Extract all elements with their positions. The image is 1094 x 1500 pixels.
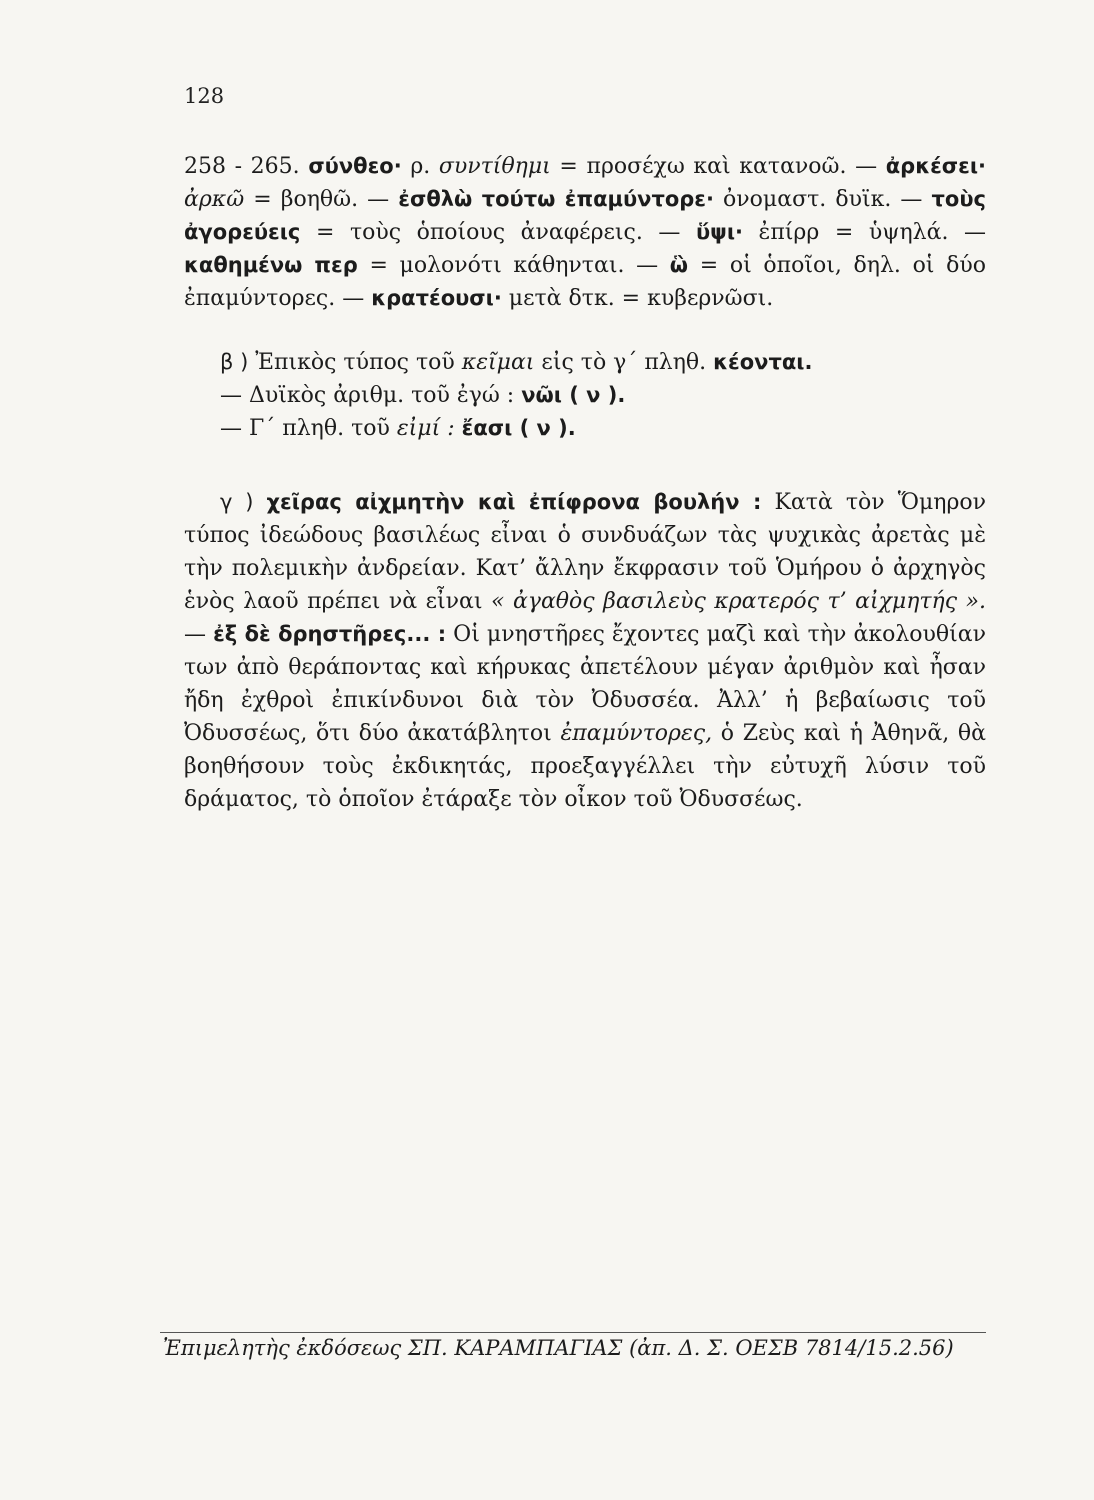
beta-line-2	[184, 379, 986, 412]
headword: κρατέουσι·	[371, 286, 502, 310]
headword: ἐσθλὼ τούτω ἐπαμύντορε·	[398, 187, 714, 211]
italic-term: ἐπαμύντορες,	[560, 721, 713, 746]
gloss-text: ὁ Ζεὺς καὶ ἡ Ἀθηνᾶ, θὰ βοηθήσουν τοὺς ἐκδικητάς, προεξαγγέλλει τὴν εὐτυχῆ λύσιν τοῦ δράματος, τὸ ὁποῖον ἐτάραξε τὸν οἶκον τοῦ Ὀδυσσέως.	[184, 721, 986, 812]
gloss-text: μετὰ δτκ. = κυβερνῶσι.	[501, 286, 774, 311]
gloss-text: ρ.	[401, 154, 439, 179]
page-number: 128	[184, 84, 225, 108]
beta-line-3	[184, 412, 986, 445]
gloss-text: — Δυϊκὸς ἀριθμ. τοῦ ἐγώ :	[220, 383, 522, 408]
commentary-gamma	[184, 486, 986, 816]
gloss-text: Οἱ μνηστῆρες ἔχοντες μαζὶ καὶ τὴν ἀκολουθίαν των ἀπὸ θεράποντας καὶ κήρυκας ἀπετέλουν μέγαν ἀριθμὸν καὶ ἦσαν ἤδη ἐχθροὶ ἐπικίνδυνοι διὰ τὸν Ὀδυσσέα. Ἀλλ’ ἡ βεβαίωσις τοῦ Ὀδυσσέως, ὅτι δύο ἀκατάβλητοι	[184, 622, 986, 746]
italic-term: εἰμί :	[396, 416, 455, 441]
headword: ἀρκέσει·	[885, 154, 987, 178]
italic-term: κεῖμαι	[461, 350, 535, 375]
gloss-text: ὀνομαστ. δυϊκ. —	[713, 187, 932, 212]
quotation: « ἀγαθὸς βασιλεὺς κρατερός τ’ αἰχμητής ».	[491, 589, 987, 614]
headword: τοὺς ἀγορεύεις	[184, 187, 986, 244]
headword: νῶι ( ν ).	[521, 383, 626, 407]
headword: ὕψι·	[695, 220, 743, 244]
gloss-text	[455, 416, 462, 441]
beta-line-1	[184, 346, 986, 379]
italic-term: ἀρκῶ	[184, 187, 245, 212]
headword: καθημένω περ	[184, 253, 358, 277]
gloss-text: εἰς τὸ γ΄ πληθ.	[534, 350, 714, 375]
headword: σύνθεο·	[308, 154, 402, 178]
footer-rule	[160, 1332, 986, 1333]
italic-term: συντίθημι	[438, 154, 551, 179]
headword: ὣ	[669, 253, 689, 277]
line-reference: 258 - 265.	[184, 154, 300, 179]
headword: χεῖρας αἰχμητὴν καὶ ἐπίφρονα βουλήν :	[266, 490, 762, 514]
gloss-text: = βοηθῶ. —	[244, 187, 399, 212]
editor-credit: Ἐπιμελητὴς ἐκδόσεως ΣΠ. ΚΑΡΑΜΠΑΓΙΑΣ (ἀπ. Δ. Σ. ΟΕΣΒ 7814/15.2.56)	[163, 1336, 954, 1360]
gloss-text: = προσέχω καὶ κατανοῶ. —	[550, 154, 886, 179]
headword: κέονται.	[713, 350, 813, 374]
gloss-text: = τοὺς ὁποίους ἀναφέρεις. —	[300, 220, 696, 245]
section-label: β )	[220, 350, 249, 374]
gloss-text: Κατὰ τὸν Ὅμηρον τύπος ἰδεώδους βασιλέως εἶναι ὁ συνδυάζων τὰς ψυχικὰς ἀρετὰς μὲ τὴν πολεμικὴν ἀνδρείαν. Κατ’ ἄλλην ἔκφρασιν τοῦ Ὁμήρου ὁ ἀρχηγὸς ἑνὸς λαοῦ πρέπει νὰ εἶναι	[184, 490, 987, 614]
commentary-258-265	[184, 150, 986, 315]
headword: ἐξ δὲ δρηστῆρες... :	[213, 622, 447, 646]
gloss-text: —	[184, 622, 214, 647]
gloss-text: Ἐπικὸς τύπος τοῦ	[248, 350, 462, 375]
gloss-text: = μολονότι κάθηνται. —	[357, 253, 670, 278]
gloss-text: — Γ΄ πληθ. τοῦ	[220, 416, 397, 441]
headword: ἔασι ( ν ).	[461, 416, 576, 440]
commentary-beta	[184, 346, 986, 445]
section-label: γ )	[220, 490, 254, 514]
gloss-text: = οἱ ὁποῖοι, δηλ. οἱ δύο ἐπαμύντορες. —	[184, 253, 986, 311]
gloss-text: ἐπίρρ = ὑψηλά. —	[742, 220, 987, 245]
